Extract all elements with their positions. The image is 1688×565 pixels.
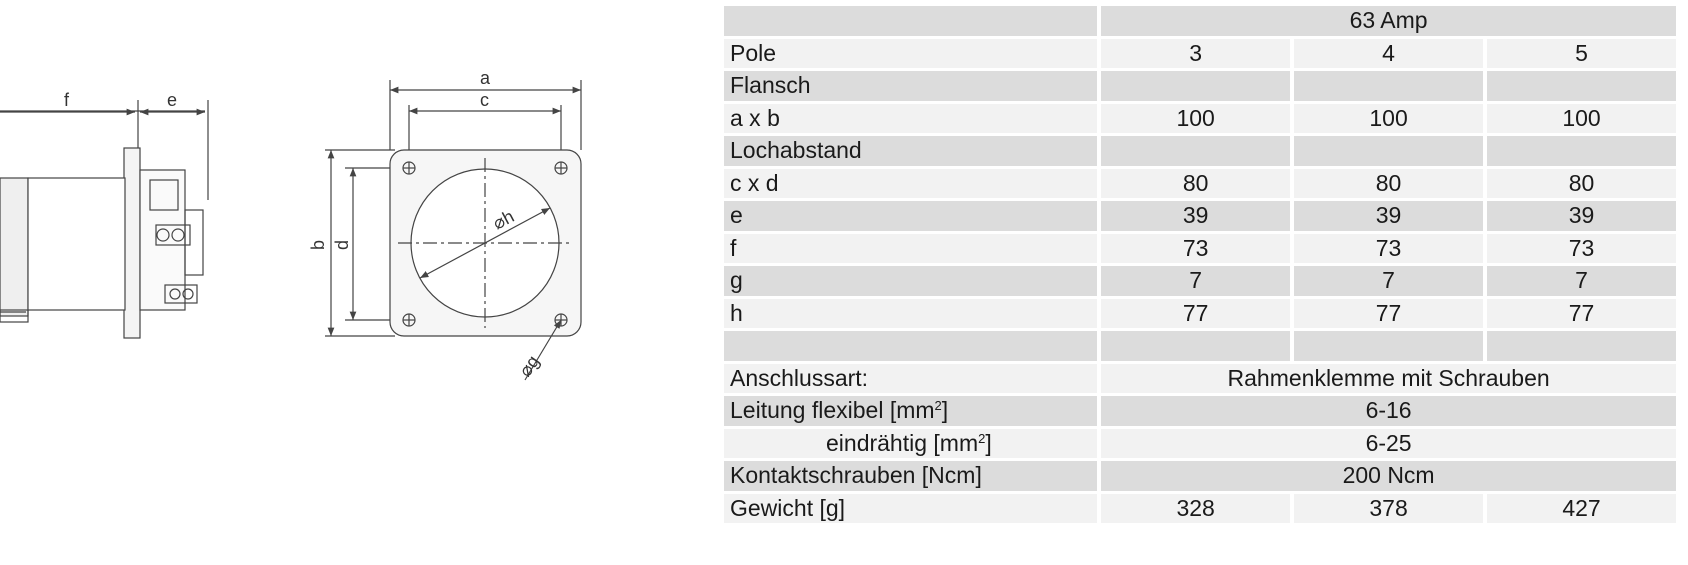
row-value: 4 — [1294, 39, 1483, 69]
dim-label-e: e — [167, 90, 178, 110]
leitung-flexibel-value: 6-16 — [1101, 396, 1676, 426]
bracket: ] — [941, 397, 949, 423]
row-label: g — [724, 266, 1097, 296]
row-value: 5 — [1487, 39, 1676, 69]
dim-label-c: c — [480, 90, 489, 110]
table-header-row — [724, 6, 1676, 36]
row-label: e — [724, 201, 1097, 231]
kontaktschrauben-value: 200 Ncm — [1101, 461, 1676, 491]
front-view — [325, 80, 581, 380]
eindraehtig-label — [724, 429, 1097, 459]
row-label: f — [724, 234, 1097, 264]
table-row — [724, 266, 1676, 296]
row-value: 39 — [1487, 201, 1676, 231]
row-anschlussart — [724, 364, 1676, 394]
gewicht-value: 328 — [1101, 494, 1290, 524]
row-value — [1294, 331, 1483, 361]
leitung-flexibel-label — [724, 396, 1097, 426]
eindraehtig-value: 6-25 — [1101, 429, 1676, 459]
row-eindraehtig — [724, 429, 1676, 459]
bracket: ] — [985, 429, 992, 456]
row-value — [1294, 71, 1483, 101]
leitung-flexibel-text: Leitung flexibel [mm — [730, 397, 935, 423]
row-value: 77 — [1101, 299, 1290, 329]
superscript: 2 — [934, 398, 942, 413]
table-row — [724, 71, 1676, 101]
gewicht-value: 427 — [1487, 494, 1676, 524]
row-kontaktschrauben — [724, 461, 1676, 491]
technical-drawing — [0, 0, 640, 565]
row-value — [1101, 71, 1290, 101]
row-value: 3 — [1101, 39, 1290, 69]
row-value: 100 — [1101, 104, 1290, 134]
dim-label-g: ⌀g — [514, 351, 544, 381]
table-row — [724, 136, 1676, 166]
row-value: 39 — [1101, 201, 1290, 231]
anschlussart-label: Anschlussart: — [724, 364, 1097, 394]
row-value: 77 — [1487, 299, 1676, 329]
row-value: 100 — [1294, 104, 1483, 134]
row-label: a x b — [724, 104, 1097, 134]
dim-label-h: ⌀h — [489, 206, 518, 234]
row-value — [1294, 136, 1483, 166]
table-row — [724, 39, 1676, 69]
row-value — [1101, 136, 1290, 166]
gewicht-label: Gewicht [g] — [724, 494, 1097, 524]
superscript: 2 — [978, 430, 986, 446]
row-value: 7 — [1294, 266, 1483, 296]
gewicht-value: 378 — [1294, 494, 1483, 524]
kontaktschrauben-label: Kontaktschrauben [Ncm] — [724, 461, 1097, 491]
table-row — [724, 201, 1676, 231]
row-value: 80 — [1294, 169, 1483, 199]
table-row — [724, 234, 1676, 264]
dim-label-f: f — [64, 90, 70, 110]
row-value — [1487, 136, 1676, 166]
row-value: 7 — [1487, 266, 1676, 296]
row-value: 73 — [1294, 234, 1483, 264]
row-value: 73 — [1487, 234, 1676, 264]
row-label — [724, 331, 1097, 361]
dim-label-d: d — [332, 239, 352, 250]
header-label — [724, 6, 1097, 36]
row-label: Lochabstand — [724, 136, 1097, 166]
row-value: 73 — [1101, 234, 1290, 264]
side-view — [0, 100, 208, 338]
row-gewicht — [724, 494, 1676, 524]
row-value — [1487, 71, 1676, 101]
row-value: 80 — [1101, 169, 1290, 199]
header-amp: 63 Amp — [1101, 6, 1676, 36]
specification-table — [720, 3, 1680, 528]
row-value: 7 — [1101, 266, 1290, 296]
table-row — [724, 331, 1676, 361]
dim-label-a: a — [480, 68, 491, 88]
table-row — [724, 169, 1676, 199]
row-value — [1487, 331, 1676, 361]
table-row — [724, 104, 1676, 134]
row-label: Flansch — [724, 71, 1097, 101]
table-row — [724, 299, 1676, 329]
row-value: 39 — [1294, 201, 1483, 231]
row-label: h — [724, 299, 1097, 329]
anschlussart-value: Rahmenklemme mit Schrauben — [1101, 364, 1676, 394]
row-leitung-flexibel — [724, 396, 1676, 426]
row-value: 77 — [1294, 299, 1483, 329]
row-label: c x d — [724, 169, 1097, 199]
dim-label-b: b — [308, 239, 328, 250]
eindraehtig-text: eindrähtig [mm — [826, 429, 979, 456]
row-value: 80 — [1487, 169, 1676, 199]
row-label: Pole — [724, 39, 1097, 69]
row-value — [1101, 331, 1290, 361]
row-value: 100 — [1487, 104, 1676, 134]
